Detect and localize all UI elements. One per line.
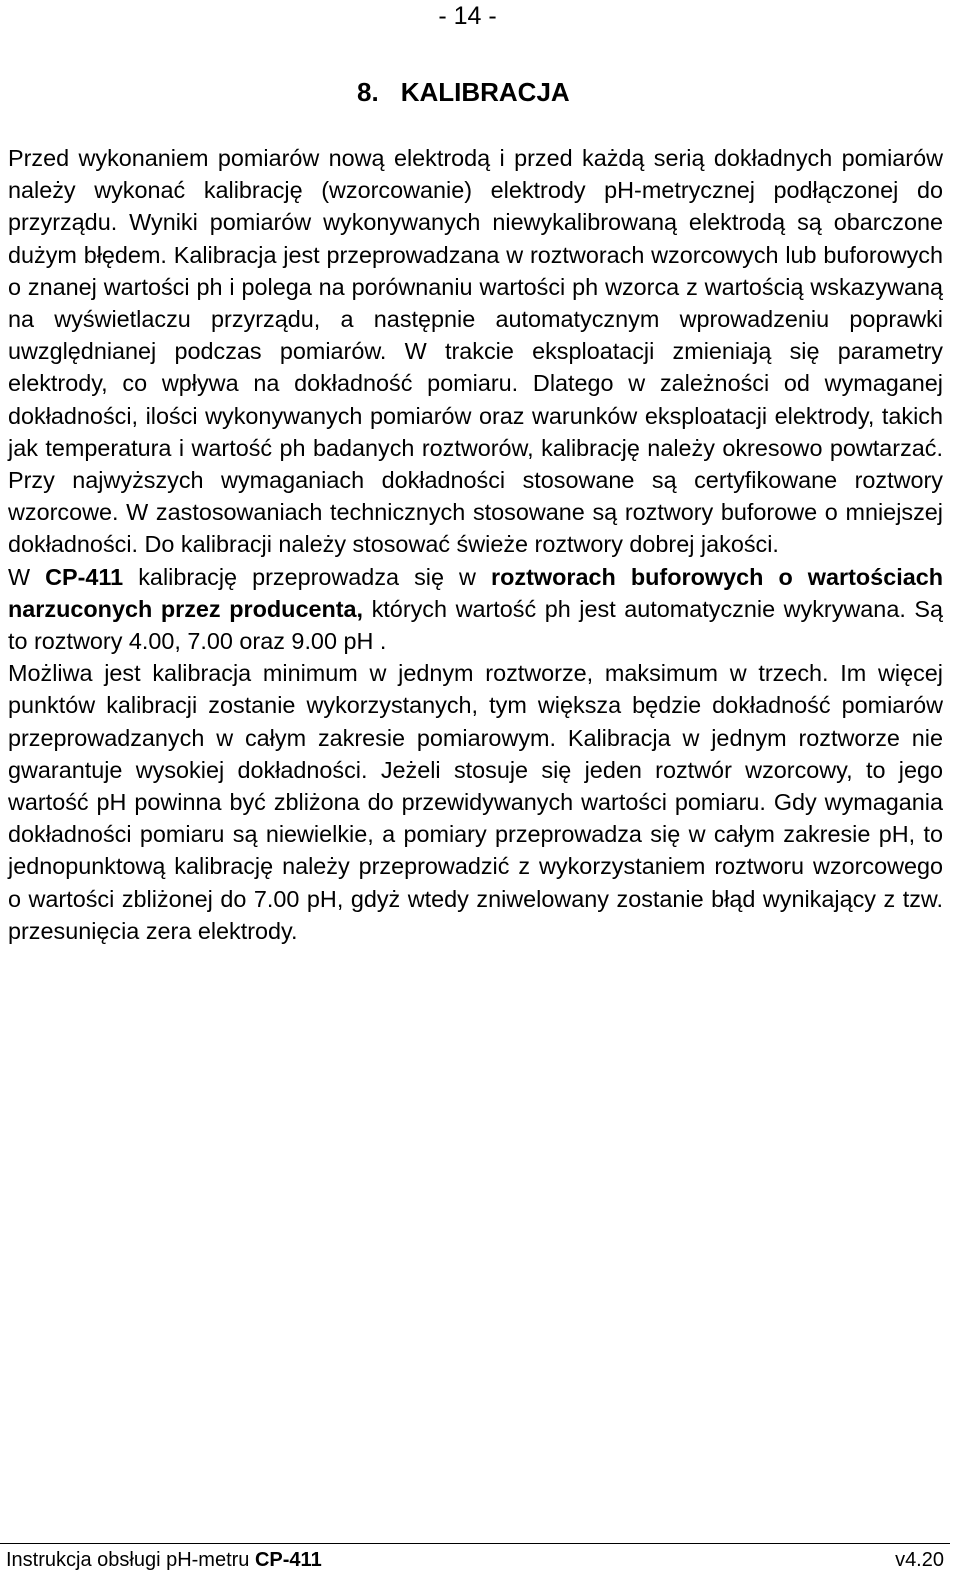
page-number: - 14 - [438, 2, 497, 30]
device-model: CP-411 [45, 563, 124, 590]
page-footer [0, 1543, 950, 1572]
section-heading [357, 77, 570, 107]
footer-title-text: Instrukcja obsługi pH-metru [6, 1549, 255, 1571]
paragraph-intro: Przed wykonaniem pomiarów nową elektrodą i przed każdą serią dokładnych pomiarów należy wykonać kalibrację (wzorcowanie) elektrody pH-metrycznej podłączonej do przyrządu. Wyniki pomiarów wykonywanych niewykalibrowaną elektrodą są obarczone dużym błędem. Kalibracja jest przeprowadzana w roztworach wzorcowych lub buforowych o znanej wartości ph i polega na porównaniu wartości ph wzorca z wartością wskazywaną na wyświetlaczu przyrządu, a następnie automatycznym wprowadzeniu poprawki uwzględnianej podczas pomiarów. W trakcie eksploatacji zmieniają się parametry elektrody, co wpływa na dokładność pomiaru. Dlatego w zależności od wymaganej dokładności, ilości wykonywanych pomiarów oraz warunków eksploatacji elektrody, takich jak temperatura i wartość ph badanych roztworów, kalibrację należy okresowo powtarzać. Przy najwyższych wymaganiach dokładności stosowane są certyfikowane roztwory wzorcowe. W zastosowaniach technicznych stosowane są roztwory buforowe o mniejszej dokładności. Do kalibracji należy stosować świeże roztwory dobrej jakości. [8, 145, 943, 558]
paragraph-calibration-points: Możliwa jest kalibracja minimum w jednym roztworze, maksimum w trzech. Im więcej punktów kalibracji zostanie wykorzystanych, tym większa będzie dokładność pomiarów przeprowadzanych w całym zakresie pomiarowym. Kalibracja w jednym roztworze nie gwarantuje wysokiej dokładności. Jeżeli stosuje się jeden roztwór wzorcowy, to jego wartość pH powinna być zbliżona do przewidywanych wartości pomiaru. Gdy wymagania dokładności pomiaru są niewielkie, a pomiary przeprowadza się w całym zakresie pH, to jednopunktową kalibrację należy przeprowadzić z wykorzystaniem roztworu wzorcowego o wartości zbliżonej do 7.00 pH, gdyż wtedy zniwelowany zostanie błąd wynikający z tzw. przesunięcia zera elektrody. [8, 660, 943, 944]
section-number: 8. [357, 77, 379, 107]
footer-version: v4.20 [895, 1549, 944, 1571]
paragraph-text: W [8, 563, 46, 590]
section-title: KALIBRACJA [400, 77, 570, 107]
paragraph-cp411-calibration [8, 561, 943, 658]
paragraph-text: których wartość ph jest automatycznie wykrywana. Są to roztwory 4.00, 7.00 oraz 9.00 pH . [8, 595, 943, 655]
paragraph-text: kalibrację przeprowadza się w [123, 563, 492, 590]
footer-manual-title [6, 1548, 322, 1572]
footer-device-model: CP-411 [254, 1549, 322, 1571]
document-body [8, 142, 943, 947]
emphasized-text: roztworach buforowych o wartościach narzuconych przez producenta, [8, 563, 944, 622]
